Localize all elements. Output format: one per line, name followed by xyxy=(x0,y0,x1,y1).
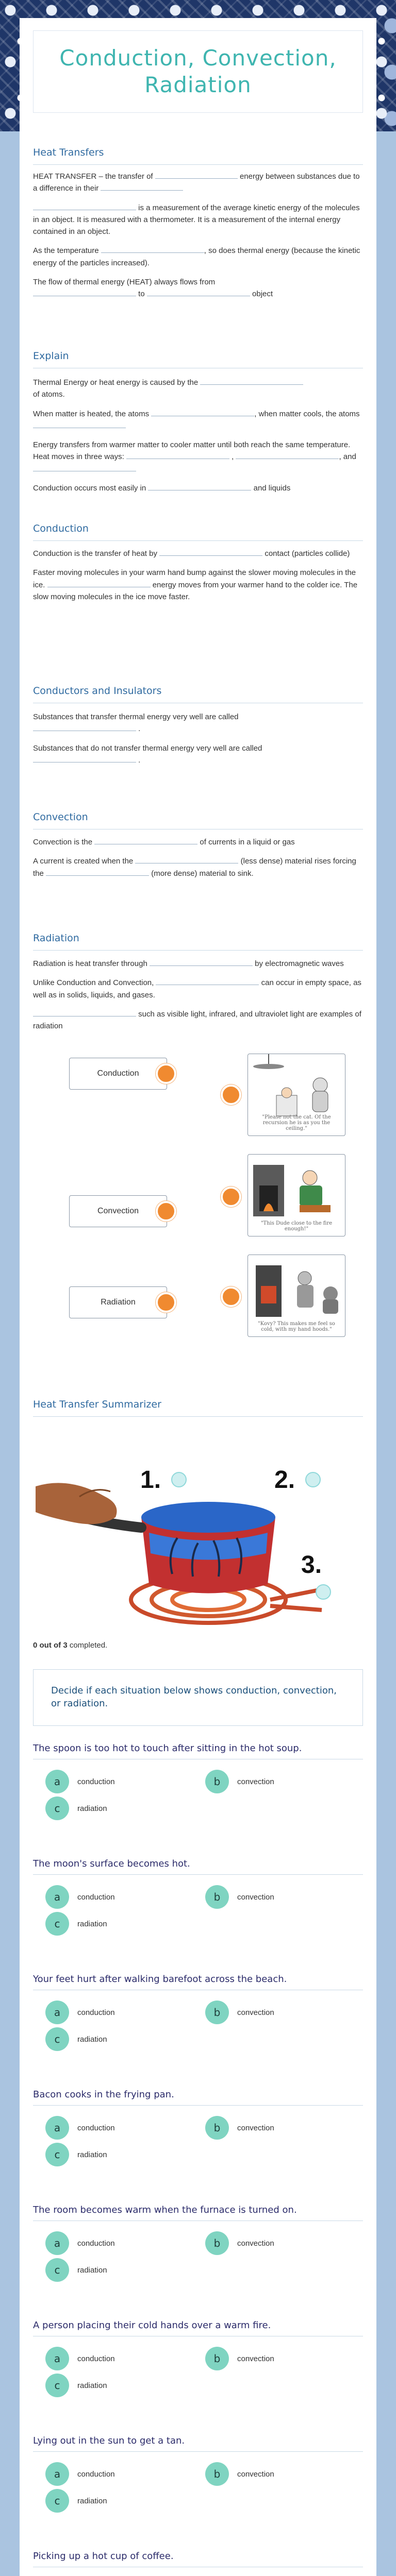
completion-count: 0 out of 3 xyxy=(33,1641,68,1650)
answer-option-conduction[interactable] xyxy=(45,2231,115,2255)
text: can occur in empty space, as well as in solids, liquids, and gases. xyxy=(33,978,361,999)
question-title: Bacon cooks in the frying pan. xyxy=(33,2089,363,2106)
completion-status xyxy=(33,1641,107,1650)
option-letter-badge: b xyxy=(205,2001,229,2024)
answer-option-conduction[interactable] xyxy=(45,2462,115,2486)
blank-field[interactable] xyxy=(33,464,136,471)
option-label: conduction xyxy=(77,2123,115,2132)
blank-field[interactable] xyxy=(101,183,183,191)
option-label: convection xyxy=(237,2469,274,2479)
answer-option-convection[interactable] xyxy=(205,1770,274,1793)
option-label: convection xyxy=(237,1777,274,1786)
question-title: Lying out in the sun to get a tan. xyxy=(33,2435,363,2452)
text: The flow of thermal energy (HEAT) always flows from xyxy=(33,277,216,286)
answer-option-radiation[interactable] xyxy=(45,2258,107,2282)
option-label: convection xyxy=(237,2354,274,2363)
text: Substances that do not transfer thermal energy very well are called xyxy=(33,743,262,753)
fireplace-illustration xyxy=(248,1155,345,1222)
match-caption: "Kovy? This makes me feel so cold, with my hand hoods." xyxy=(258,1321,335,1332)
option-letter-badge: c xyxy=(45,1912,69,1936)
text: When matter is heated, the atoms xyxy=(33,409,150,418)
text: Conduction occurs most easily in xyxy=(33,483,146,493)
text: A current is created when the xyxy=(33,857,134,866)
text: Thermal Energy or heat energy is caused by the xyxy=(33,378,199,387)
option-label: conduction xyxy=(77,1892,115,1902)
blank-field[interactable] xyxy=(33,289,136,296)
blank-field[interactable] xyxy=(33,420,126,428)
match-caption: "This Dude close to the fire enough!" xyxy=(260,1221,333,1232)
text: to xyxy=(138,290,145,298)
answer-option-convection[interactable] xyxy=(205,2001,274,2024)
text: Unlike Conduction and Convection, xyxy=(33,978,154,988)
match-connector-right[interactable] xyxy=(221,1187,241,1207)
title-box xyxy=(33,30,363,113)
text: contact (particles collide) xyxy=(265,549,350,558)
option-letter-badge: c xyxy=(45,2258,69,2282)
option-label: radiation xyxy=(77,2381,107,2390)
conduction-heading: Conduction xyxy=(33,523,363,541)
answer-option-radiation[interactable] xyxy=(45,2027,107,2051)
answer-option-convection[interactable] xyxy=(205,2116,274,2140)
option-label: radiation xyxy=(77,2265,107,2275)
blank-field[interactable] xyxy=(33,723,136,731)
answer-option-conduction[interactable] xyxy=(45,1770,115,1793)
blank-field[interactable] xyxy=(151,409,254,416)
blank-field[interactable] xyxy=(156,977,259,985)
summarizer-heading: Heat Transfer Summarizer xyxy=(33,1399,363,1417)
question-title: A person placing their cold hands over a warm fire. xyxy=(33,2320,363,2336)
text: (more dense) material to sink. xyxy=(151,869,254,878)
match-connector-right[interactable] xyxy=(221,1286,241,1307)
worksheet xyxy=(20,18,376,2576)
answer-option-conduction[interactable] xyxy=(45,1885,115,1909)
convection-heading: Convection xyxy=(33,811,363,829)
option-letter-badge: b xyxy=(205,1770,229,1793)
text: , so does thermal energy (because the kinetic energy of the particles increased). xyxy=(33,246,360,267)
match-connector-left[interactable] xyxy=(156,1292,176,1313)
text: object xyxy=(252,290,273,298)
explain-text: Thermal Energy or heat energy is caused by the of atoms. When matter is heated, the atoms , when matter cools, the atoms Energy transfers from warmer matter to cooler matter until both reach the same temperature. Heat moves in three ways: , , and Conduction occurs most easily in and liquids xyxy=(33,378,360,493)
radiation-text xyxy=(33,958,363,1039)
match-item-conduction[interactable]: Conduction xyxy=(69,1058,167,1090)
question-title: Picking up a hot cup of coffee. xyxy=(33,2551,363,2567)
text: energy moves from your warmer hand to the colder ice. The slow moving molecules in the ice move faster. xyxy=(33,580,358,601)
ceiling-fan-cat-illustration xyxy=(248,1054,345,1121)
option-label: conduction xyxy=(77,1777,115,1786)
option-letter-badge: c xyxy=(45,2143,69,2166)
blank-field[interactable] xyxy=(101,245,204,253)
answer-option-convection[interactable] xyxy=(205,2462,274,2486)
answer-option-radiation[interactable] xyxy=(45,1912,107,1936)
match-image-cartoon[interactable] xyxy=(248,1154,345,1236)
option-label: conduction xyxy=(77,2008,115,2017)
text: Substances that transfer thermal energy very well are called xyxy=(33,713,239,721)
answer-option-conduction[interactable] xyxy=(45,2001,115,2024)
option-label: conduction xyxy=(77,2239,115,2248)
option-label: convection xyxy=(237,2239,274,2248)
option-label: convection xyxy=(237,1892,274,1902)
conductors-text: Substances that transfer thermal energy very well are called . Substances that do not transfer thermal energy very well are called . xyxy=(33,713,262,765)
option-letter-badge: a xyxy=(45,1885,69,1909)
option-letter-badge: a xyxy=(45,1770,69,1793)
answer-option-convection[interactable] xyxy=(205,1885,274,1909)
text: HEAT TRANSFER – the transfer of xyxy=(33,172,153,181)
match-connector-left[interactable] xyxy=(156,1063,176,1084)
text: is a measurement of the average kinetic energy of the molecules in an object. It is measured with a thermometer. It is a measurement of the internal energy contained in an object. xyxy=(33,203,360,236)
completion-text: completed. xyxy=(67,1641,108,1650)
match-image-cartoon[interactable] xyxy=(248,1255,345,1337)
blank-field[interactable] xyxy=(126,451,229,459)
blank-field[interactable] xyxy=(155,171,238,179)
text: Conduction is the transfer of heat by xyxy=(33,549,157,558)
text: Radiation is heat transfer through xyxy=(33,959,147,968)
text: of atoms. xyxy=(33,390,65,399)
option-letter-badge: b xyxy=(205,2347,229,2370)
option-letter-badge: b xyxy=(205,2116,229,2140)
match-item-convection[interactable]: Convection xyxy=(69,1195,167,1227)
answer-option-convection[interactable] xyxy=(205,2231,274,2255)
explain-heading: Explain xyxy=(33,350,363,368)
radiation-heading: Radiation xyxy=(33,933,363,951)
option-letter-badge: a xyxy=(45,2231,69,2255)
text: , and xyxy=(339,452,356,462)
answer-option-radiation[interactable] xyxy=(45,2143,107,2166)
blank-field[interactable] xyxy=(148,483,251,490)
option-label: radiation xyxy=(77,2035,107,2044)
conduction-text xyxy=(33,548,363,610)
option-letter-badge: a xyxy=(45,2116,69,2140)
question-title: The room becomes warm when the furnace is turned on. xyxy=(33,2205,363,2221)
option-label: convection xyxy=(237,2123,274,2132)
answer-option-radiation[interactable] xyxy=(45,1797,107,1820)
match-caption: "Please not the cat. Of the recursion he is as you the ceiling." xyxy=(262,1114,331,1131)
question-title: The spoon is too hot to touch after sitting in the hot soup. xyxy=(33,1743,363,1759)
option-letter-badge: c xyxy=(45,2027,69,2051)
option-letter-badge: c xyxy=(45,2489,69,2513)
blank-field[interactable] xyxy=(46,868,149,876)
text: Energy transfers from warmer matter to cooler matter until both reach the same temperature. Heat moves in three ways: xyxy=(33,440,351,462)
option-letter-badge: b xyxy=(205,1885,229,1909)
blank-field[interactable] xyxy=(150,958,253,966)
blank-field[interactable] xyxy=(33,1009,136,1016)
hotspot-label-2: 2. xyxy=(274,1466,295,1494)
match-connector-left[interactable] xyxy=(156,1201,176,1222)
blank-field[interactable] xyxy=(200,377,303,385)
text: of currents in a liquid or gas xyxy=(200,838,295,846)
option-label: conduction xyxy=(77,2354,115,2363)
hotspot-1[interactable] xyxy=(171,1472,187,1487)
answer-option-radiation[interactable] xyxy=(45,2489,107,2513)
heat-transfers-heading: Heat Transfers xyxy=(33,147,363,165)
option-label: conduction xyxy=(77,2469,115,2479)
option-letter-badge: a xyxy=(45,2462,69,2486)
text: (less dense) material rises forcing the xyxy=(33,857,356,878)
option-letter-badge: c xyxy=(45,2374,69,2397)
text: As the temperature xyxy=(33,246,99,256)
answer-option-conduction[interactable] xyxy=(45,2347,115,2370)
convection-text xyxy=(33,836,363,887)
question-title: Your feet hurt after walking barefoot across the beach. xyxy=(33,1974,363,1990)
pot-on-burner-image xyxy=(33,1455,363,1631)
match-item-radiation[interactable]: Radiation xyxy=(69,1286,167,1318)
text: Convection is the xyxy=(33,838,93,846)
hotspot-3[interactable] xyxy=(316,1584,331,1600)
option-letter-badge: b xyxy=(205,2231,229,2255)
quiz-instructions: Decide if each situation below shows conduction, convection, or radiation. xyxy=(33,1669,363,1726)
blank-field[interactable] xyxy=(47,580,151,587)
answer-option-convection[interactable] xyxy=(205,2347,274,2370)
option-label: radiation xyxy=(77,1804,107,1813)
blank-field[interactable] xyxy=(33,755,136,762)
text: energy between substances due to a difference in their xyxy=(33,172,360,193)
blank-field[interactable] xyxy=(236,451,339,459)
option-letter-badge: a xyxy=(45,2347,69,2370)
stove-dog-illustration xyxy=(248,1255,345,1322)
blank-field[interactable] xyxy=(135,856,238,863)
conductors-heading: Conductors and Insulators xyxy=(33,685,363,703)
blank-field[interactable] xyxy=(94,837,197,844)
text: and liquids xyxy=(253,483,291,493)
blank-field[interactable] xyxy=(159,548,262,556)
blank-field[interactable] xyxy=(33,202,136,210)
hotspot-2[interactable] xyxy=(305,1472,321,1487)
question-title: The moon's surface becomes hot. xyxy=(33,1858,363,1875)
answer-option-conduction[interactable] xyxy=(45,2116,115,2140)
blank-field[interactable] xyxy=(147,289,250,296)
hotspot-label-1: 1. xyxy=(140,1466,161,1494)
match-connector-right[interactable] xyxy=(221,1084,241,1105)
page-title: Conduction, Convection, Radiation xyxy=(59,45,337,97)
option-letter-badge: c xyxy=(45,1797,69,1820)
option-letter-badge: b xyxy=(205,2462,229,2486)
hotspot-label-3: 3. xyxy=(301,1551,322,1579)
option-letter-badge: a xyxy=(45,2001,69,2024)
option-label: radiation xyxy=(77,1919,107,1928)
option-label: radiation xyxy=(77,2150,107,2159)
answer-option-radiation[interactable] xyxy=(45,2374,107,2397)
option-label: radiation xyxy=(77,2496,107,2505)
heat-transfers-text xyxy=(33,171,363,307)
text: Faster moving molecules in your warm hand bump against the slower moving molecules in the ice. xyxy=(33,568,356,589)
text: such as visible light, infrared, and ultraviolet light are examples of radiation xyxy=(33,1009,361,1030)
option-label: convection xyxy=(237,2008,274,2017)
text: , when matter cools, the atoms xyxy=(254,409,360,418)
match-image-cartoon[interactable] xyxy=(248,1054,345,1136)
text: by electromagnetic waves xyxy=(255,959,344,968)
